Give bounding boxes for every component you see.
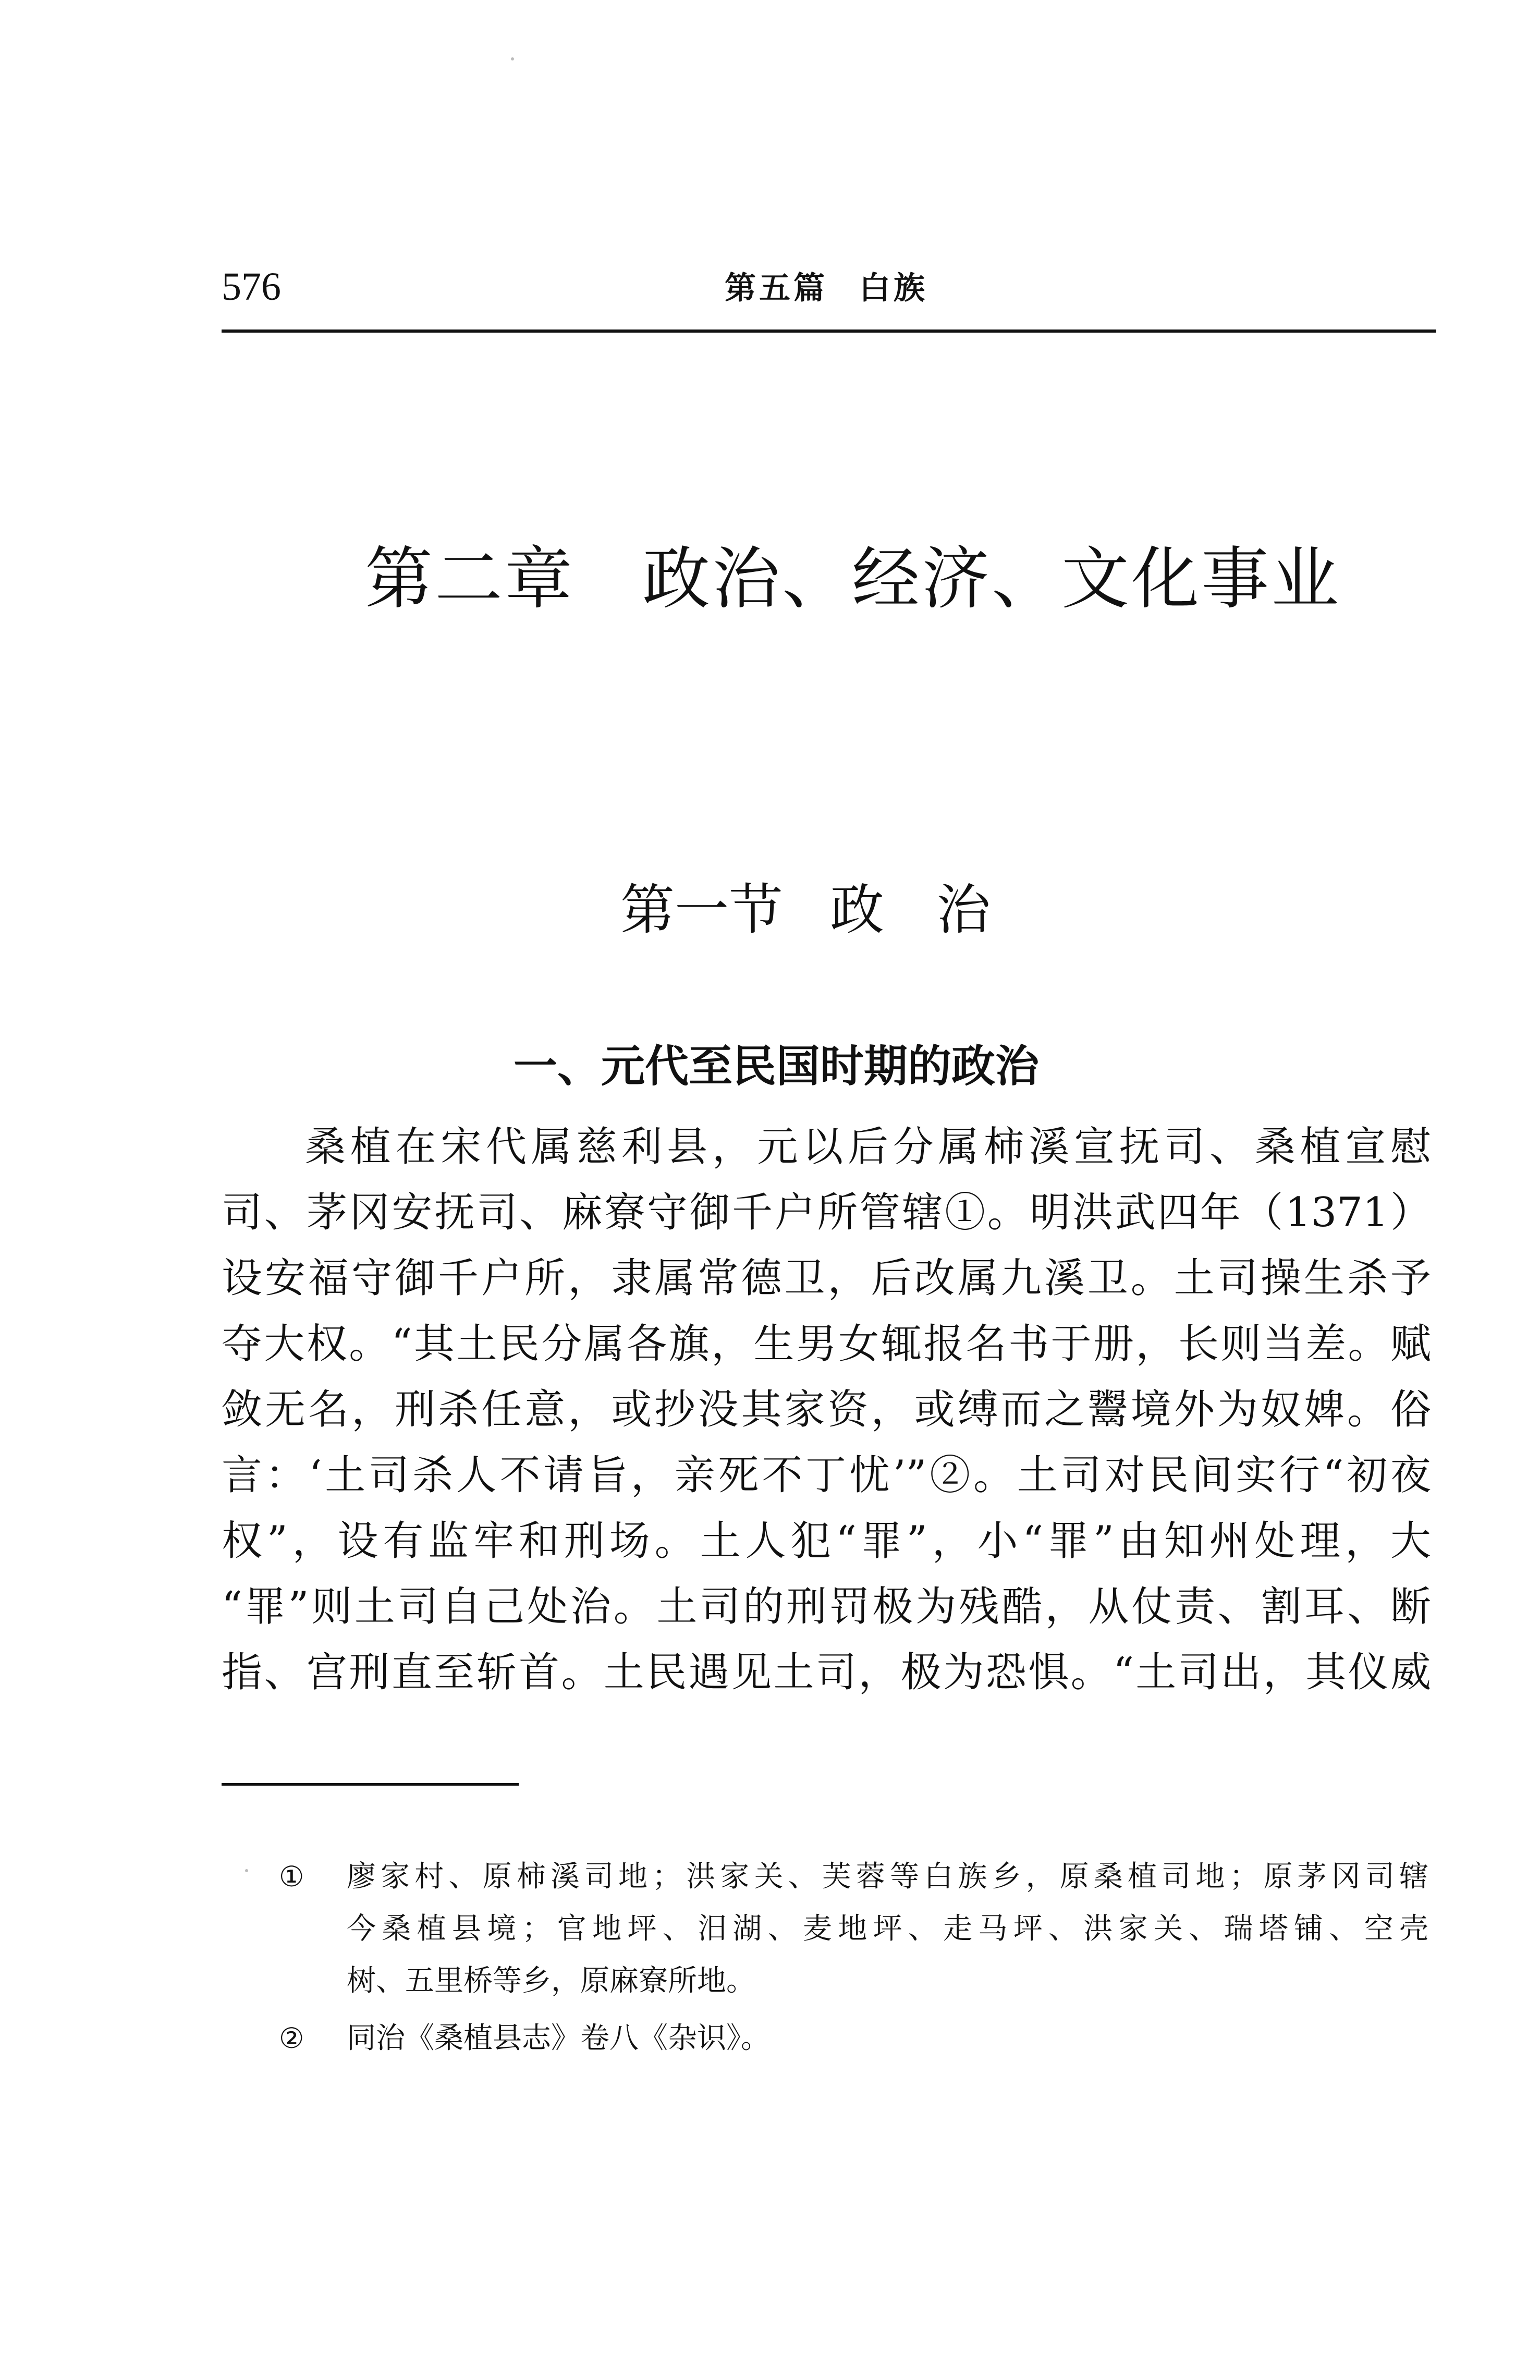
chapter-label: 第二章 — [365, 539, 575, 618]
footnote-2-marker: ② — [279, 2022, 304, 2055]
scan-speck — [245, 1869, 248, 1872]
body-line-7: 权”，设有监牢和刑场。土人犯“罪”，小“罪”由知州处理，大 — [222, 1518, 1431, 1565]
section-heading — [620, 876, 991, 944]
body-line-9: 指、宫刑直至斩首。土民遇见土司，极为恐惧。“土司出，其仪威 — [222, 1649, 1431, 1696]
chapter-title: 政治、经济、文化事业 — [642, 539, 1341, 618]
header-topic: 白族 — [859, 270, 928, 307]
subsection-heading: 一、元代至民国时期的政治 — [514, 1041, 1040, 1092]
header-part: 第五篇 — [725, 270, 828, 307]
footnote-1-line-3: 树、五里桥等乡，原麻寮所地。 — [347, 1964, 755, 1998]
header-rule — [222, 329, 1436, 333]
page-number: 576 — [222, 265, 281, 309]
chapter-heading — [365, 537, 1341, 620]
footnote-1-line-2: 今桑植县境；官地坪、汨湖、麦地坪、走马坪、洪家关、瑞塔铺、空壳 — [347, 1912, 1428, 1946]
footnote-2-line-1: 同治《桑植县志》卷八《杂识》。 — [347, 2021, 770, 2055]
body-line-2: 司、茅冈安抚司、麻寮守御千户所管辖①。明洪武四年（1371） — [222, 1189, 1431, 1236]
body-line-1: 桑植在宋代属慈利县，元以后分属柿溪宣抚司、桑植宣慰 — [305, 1124, 1431, 1170]
footnote-rule — [222, 1783, 519, 1786]
body-line-8: “罪”则土司自己处治。土司的刑罚极为残酷，从仗责、割耳、断 — [222, 1583, 1431, 1630]
body-line-3: 设安福守御千户所，隶属常德卫，后改属九溪卫。土司操生杀予 — [222, 1255, 1431, 1302]
section-title-char-2: 治 — [936, 878, 991, 942]
body-line-6: 言：‘土司杀人不请旨，亲死不丁忧’”②。土司对民间实行“初夜 — [222, 1452, 1431, 1499]
body-line-4: 夺大权。“其土民分属各旗，生男女辄报名书于册，长则当差。赋 — [222, 1321, 1431, 1368]
footnote-1-marker: ① — [279, 1860, 304, 1893]
running-header — [725, 265, 928, 312]
section-title-char-1: 政 — [830, 878, 885, 942]
body-line-5: 敛无名，刑杀任意，或抄没其家资，或缚而之鬻境外为奴婢。俗 — [222, 1386, 1431, 1433]
scan-speck — [511, 57, 514, 60]
footnote-1-line-1: 廖家村、原柿溪司地；洪家关、芙蓉等白族乡，原桑植司地；原茅冈司辖 — [347, 1860, 1428, 1894]
section-label: 第一节 — [620, 878, 784, 942]
